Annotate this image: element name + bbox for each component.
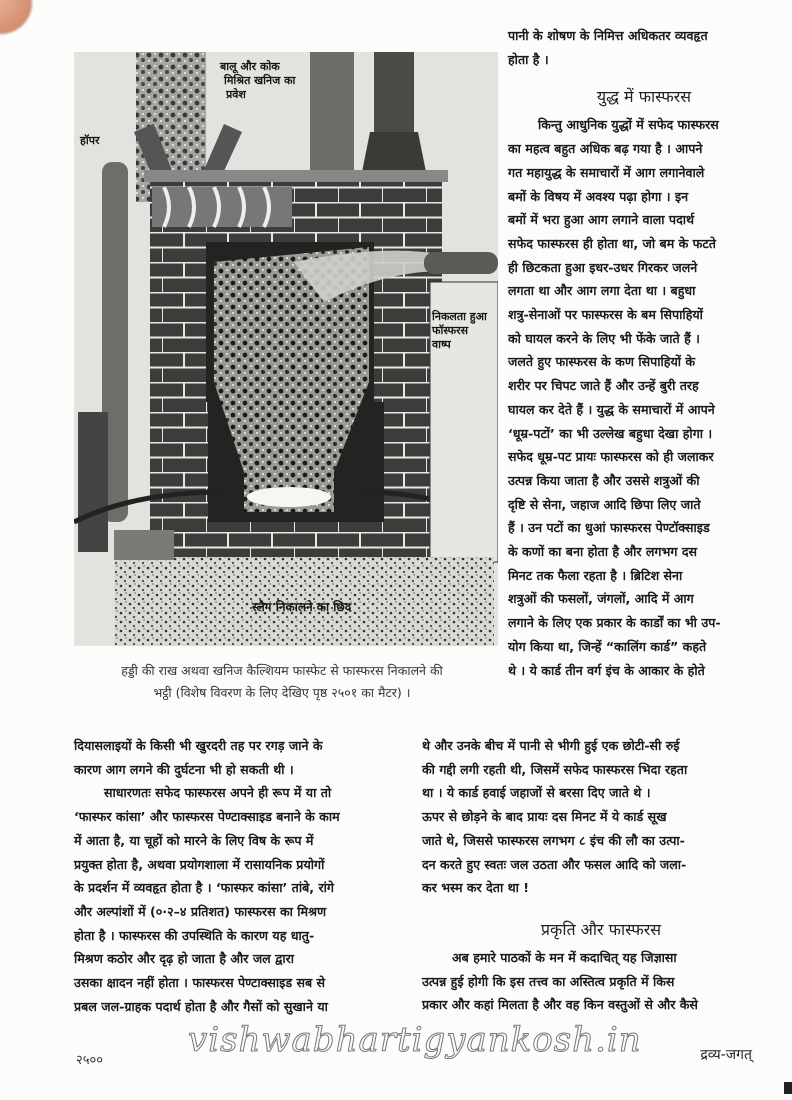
text-line: दन करते हुए स्वतः जल उठता और फसल आदि को जला- [422, 856, 687, 872]
text-line: थे और उनके बीच में पानी से भीगी हुई एक छोटी-सी रुई [422, 738, 680, 753]
text-line: दृष्टि से सेना, जहाज आदि छिपा लिए जाते [508, 496, 701, 512]
text-line: दियासलाइयों के किसी भी खुरदरी तह पर रगड़ जाने के [74, 738, 323, 753]
page-number: २५०० [76, 1053, 104, 1068]
caption-line: भट्ठी (विशेष विवरण के लिए देखिए पृष्ठ २५०१ का मैटर) । [153, 685, 411, 700]
text-line: होता है । फास्फरस की उपस्थिति के कारण यह धातु- [74, 927, 315, 943]
figure-caption [66, 660, 498, 704]
text-line: सफेद धूम्र-पट प्रायः फास्फरस को ही जलाकर [508, 449, 714, 465]
watermark: vishwabhartigyankosh.in [188, 1020, 642, 1060]
text-line: लगता था और आग लगा देता था । बहुधा [508, 283, 696, 299]
text-line: के प्रदर्शन में व्यवहृत होता है । ‘फास्फर कांसा’ तांबे, रांगे [74, 880, 334, 896]
text-line: थे । ये कार्ड तीन वर्ग इंच के आकार के होते [508, 662, 705, 678]
text-line: ‘फास्फर कांसा’ और फास्फरस पेण्टाक्साइड बनाने के काम [74, 809, 340, 825]
text-line: को घायल करने के लिए भी फेंके जाते हैं । [508, 330, 700, 346]
text-line: हैं । उन पटों का धुआं फास्फरस पेण्टॉक्साइड [508, 520, 710, 536]
text-line: मिश्रण कठोर और दृढ़ हो जाता है और जल द्वारा [74, 951, 295, 967]
text-line: साधारणतः सफेद फास्फरस अपने ही रूप में या तो [104, 785, 332, 801]
text-line: के कणों का बना होता है और लगभग दस [508, 544, 698, 560]
text-line: प्रबल जल-ग्राहक पदार्थ होता है और गैसों को सुखाने या [74, 998, 328, 1014]
text-line: प्रकार और कहां मिलता है और वह किन वस्तुओं से और कैसे [422, 997, 698, 1013]
continuation-paragraph [422, 734, 780, 900]
text-line: में आता है, या चूहों को मारने के लिए विष के रूप में [74, 832, 314, 848]
right-column-top [508, 24, 780, 682]
text-line: जाते थे, जिससे फास्फरस लगभग ८ इंच की लौ का उत्पा- [422, 832, 685, 848]
text-line: बमों में भरा हुआ आग लगाने वाला पदार्थ [508, 212, 695, 228]
right-column-bottom [422, 734, 780, 1017]
text-line: घायल कर देते हैं । युद्ध के समाचारों में आपने [508, 401, 715, 417]
text-line: मिनट तक फैला रहता है । ब्रिटिश सेना [508, 567, 683, 583]
text-line: उत्पन्न किया जाता है और उससे शत्रुओं की [508, 472, 700, 488]
text-line: शरीर पर चिपट जाते हैं और उन्हें बुरी तरह [508, 378, 699, 394]
continuation-paragraph [74, 734, 410, 781]
text-line: और अल्पांशों में (०·२–४ प्रतिशत) फास्फरस का मिश्रण [74, 903, 327, 919]
text-line: का महत्व बहुत अधिक बढ़ गया है । आपने [508, 141, 703, 157]
furnace-illustration [74, 52, 498, 646]
text-line: किन्तु आधुनिक युद्धों में सफेद फास्फरस [538, 117, 719, 133]
text-line: होता है । [508, 51, 549, 67]
text-line: बमों के विषय में अवश्य पढ़ा होगा । इन [508, 188, 689, 204]
text-line: अब हमारे पाठकों के मन में कदाचित् यह जिज्ञासा [452, 949, 677, 965]
text-line: गत महायुद्ध के समाचारों में आग लगानेवाले [508, 164, 705, 180]
text-line: ऊपर से छोड़ने के बाद प्रायः दस मिनट में ये कार्ड सूख [422, 809, 667, 825]
text-line: ही छिटकता हुआ इधर-उधर गिरकर जलने [508, 259, 698, 275]
text-line: शत्रु-सेनाओं पर फास्फरस के बम सिपाहियों [508, 307, 703, 323]
label-feed-entry: बालू और कोक मिश्रित खनिज का प्रवेश [220, 60, 296, 101]
label-hopper: हॉपर [80, 134, 100, 147]
nature-paragraph [422, 946, 780, 1017]
text-line: योग किया था, जिन्हें “कालिंग कार्ड” कहते [508, 638, 707, 654]
text-line: उसका क्षादन नहीं होता । फास्फरस पेण्टाक्साइड सब से [74, 975, 326, 991]
text-line: पानी के शोषण के निमित्त अधिकतर व्यवहृत [508, 28, 708, 43]
section-heading-war: युद्ध में फास्फरस [596, 87, 692, 107]
label-slag-hole: स्लैग निकालने का छिद [252, 600, 352, 614]
running-title: द्रव्य-जगत् [700, 1047, 752, 1063]
text-line: उत्पन्न हुई होगी कि इस तत्त्व का अस्तित्व प्रकृति में किस [422, 973, 675, 989]
caption-line: हड्डी की राख अथवा खनिज कैल्शियम फास्फेट से फास्फरस निकालने की [121, 663, 443, 678]
continuation-paragraph [508, 24, 780, 71]
text-line: सफेद फास्फरस ही होता था, जो बम के फटते [508, 235, 716, 251]
text-line: ‘धूम्र-पटों’ का भी उल्लेख बहुधा देखा होगा । [508, 425, 713, 441]
label-vapour-outlet: निकलता हुआ फॉस्फरस वाष्प [432, 310, 487, 351]
scan-edge-mark [784, 1082, 792, 1094]
text-line: की गद्दी लगी रहती थी, जिसमें सफेद फास्फरस भिदा रहता [422, 761, 688, 777]
section-heading-nature: प्रकृति और फास्फरस [540, 919, 662, 939]
uses-paragraph [74, 781, 410, 1018]
text-line: लगाने के लिए एक प्रकार के कार्डों का भी उप- [508, 615, 721, 631]
war-paragraph [508, 113, 780, 682]
text-line: कर भस्म कर देता था ! [422, 880, 530, 896]
text-line: था । ये कार्ड हवाई जहाजों से बरसा दिए जाते थे । [422, 785, 651, 801]
text-line: जलते हुए फास्फरस के कण सिपाहियों के [508, 354, 696, 370]
scanner-thumb-artifact [0, 0, 32, 34]
text-line: कारण आग लगने की दुर्घटना भी हो सकती थी । [74, 761, 294, 777]
left-column-bottom [74, 734, 410, 1018]
text-line: प्रयुक्त होता है, अथवा प्रयोगशाला में रासायनिक प्रयोगों [74, 856, 325, 872]
text-line: शत्रुओं की फसलों, जंगलों, आदि में आग [508, 591, 694, 607]
